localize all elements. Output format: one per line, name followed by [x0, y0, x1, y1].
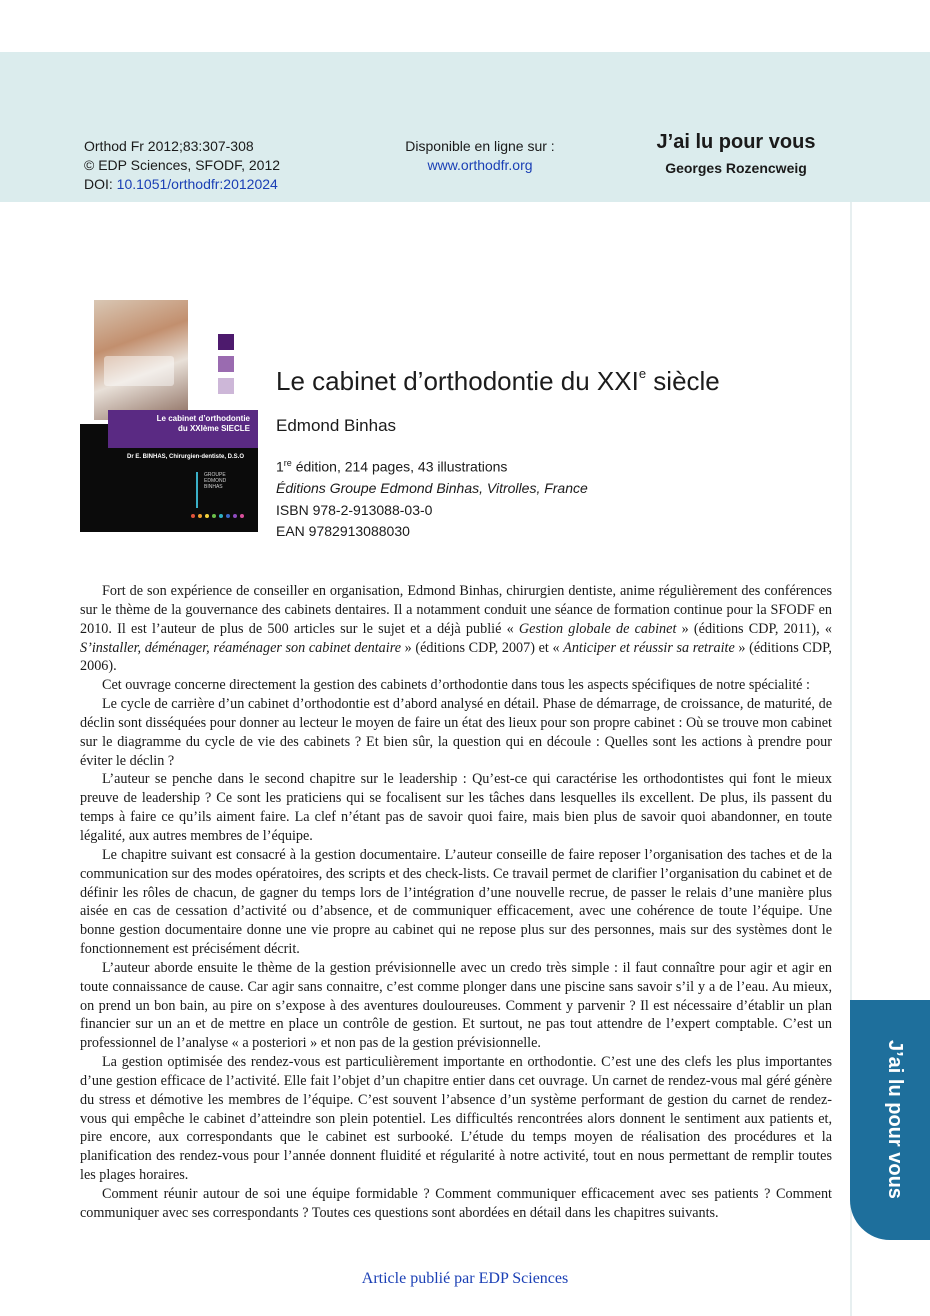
- edition-sup: re: [283, 458, 292, 468]
- rubric-block: [636, 131, 836, 176]
- cover-title-line: du XXIème SIECLE: [177, 424, 250, 433]
- paragraph: Fort de son expérience de conseiller en organisation, Edmond Binhas, chirurgien dentiste, anime régulièrement des conférences sur le thème de la gouvernance des cabinets dentaires. Il a notamment conduit une séance de formation continue pour la SFODF en 2010. Il est l’auteur de plus de 500 articles sur le sujet et a déjà publié « Gestion globale de cabinet » (éditions CDP, 2011), « S’installer, déménager, réaménager son cabinet dentaire » (éditions CDP, 2007) et « Anticiper et réussir sa retraite » (éditions CDP, 2006).: [80, 583, 833, 675]
- paragraph: Le cycle de carrière d’un cabinet d’orthodontie est d’abord analysé en détail. Phase de démarrage, de croissance, de maturité, de déclin sont disséquées pour donner au lecteur le moyen de faire un état des lieux pour son propre cabinet : Où se trouve mon cabinet sur le diagramme du cycle de vie des cabinets ? Et bien sûr, la question qui en découle : Quelles sont les actions à prendre pour éviter le déclin ?: [80, 696, 832, 769]
- book-title: [276, 366, 720, 397]
- book-title-sup: e: [638, 366, 647, 381]
- cover-color-dots: [191, 514, 244, 518]
- journal-url-link[interactable]: www.orthodfr.org: [427, 157, 533, 173]
- doi-line: [84, 175, 280, 194]
- edition-line: [276, 453, 588, 478]
- paragraph: L’auteur aborde ensuite le thème de la gestion prévisionnelle avec un credo très simple : il faut connaître pour agir et agir en toute connaissance de cause. Car agir sans connaitre, c’est comme plonger dans une piscine sans savoir s’il y a de l’eau. Au mieux, on prend un bon bain, au pire on s’expose à des aventures douloureuses. Comment y parvenir ? Il est nécessaire d’établir un plan financier sur un an et de mettre en place un contrôle de gestion. Et surtout, ne pas tout attendre de l’expert comptable. C’est un professionnel de l’analyse « a posteriori » et non pas de la gestion prévisionnelle.: [80, 959, 832, 1052]
- publisher-line: Éditions Groupe Edmond Binhas, Vitrolles, France: [276, 480, 588, 497]
- book-title-end: siècle: [646, 366, 720, 396]
- cover-square-mid: [218, 356, 234, 372]
- journal-citation: Orthod Fr 2012;83:307-308: [84, 138, 254, 154]
- logo-line: BINHAS: [204, 484, 223, 490]
- review-body: [80, 582, 832, 1223]
- paragraph: L’auteur se penche dans le second chapitre sur le leadership : Qu’est-ce qui caractérise les orthodontistes qui font le mieux preuve de leadership ? Ce sont les praticiens qui se focalisent sur les tâches dans lesquelles ils excellent. De plus, ils passent du temps à faire ce qu’ils aiment faire. La clef n’étant pas de savoir quoi faire, mais bien plus de savoir quoi abandonner, en toute légalité, aux autres membres de l’équipe.: [80, 771, 832, 844]
- side-tab-label: J’ai lu pour vous: [884, 1040, 906, 1199]
- doi-link[interactable]: 10.1051/orthodfr:2012024: [116, 176, 278, 192]
- cover-title-line: Le cabinet d’orthodontie: [156, 414, 250, 423]
- cover-square-light: [218, 378, 234, 394]
- rubric-title: J’ai lu pour vous: [656, 131, 816, 153]
- paragraph: Comment réunir autour de soi une équipe formidable ? Comment communiquer efficacement avec ses patients ? Comment communiquer avec ses correspondants ? Toutes ces questions sont abordées en détail dans les chapitres suivants.: [80, 1186, 832, 1221]
- section-side-tab: [850, 1000, 930, 1240]
- cover-square-dark: [218, 334, 234, 350]
- logo-line: EDMOND: [204, 478, 227, 484]
- reviewer-name: Georges Rozencweig: [665, 160, 807, 176]
- cover-photo: [94, 300, 188, 420]
- doi-label: DOI:: [84, 176, 117, 192]
- publisher-footer[interactable]: Article publié par EDP Sciences: [361, 1270, 569, 1287]
- paragraph: Cet ouvrage concerne directement la gestion des cabinets d’orthodontie dans tous les aspects spécifiques de notre spécialité :: [102, 677, 810, 694]
- isbn-line: ISBN 978-2-913088-03-0: [276, 501, 433, 518]
- logo-line: GROUPE: [204, 472, 226, 478]
- book-author: Edmond Binhas: [276, 416, 397, 435]
- journal-citation-block: [84, 137, 280, 194]
- edition-details: édition, 214 pages, 43 illustrations: [291, 458, 508, 475]
- copyright-line: © EDP Sciences, SFODF, 2012: [84, 157, 281, 173]
- paragraph: La gestion optimisée des rendez-vous est particulièrement importante en orthodontie. C’est une des clefs les plus importantes d’une gestion efficace de l’activité. Elle fait l’objet d’un chapitre entier dans cet ouvrage. Un carnet de rendez-vous mal géré génère du stress et démotive les membres de l’équipe. C’est souvent l’absence d’un système performant de gestion du carnet de rendez-vous qui empêche le cabinet d’atteindre son plein potentiel. Les difficultés rencontrées alors donnent le sentiment aux patients et, pire encore, aux correspondants que le cabinet est surbooké. L’étude du temps moyen de réalisation des procédures et la planification des rendez-vous pour l’année donnent fluidité et régularité à notre activité, tout en nous permettant de remplir toutes les plages horaires.: [80, 1054, 832, 1184]
- online-availability: [380, 137, 580, 175]
- cover-credit: Dr E. BINHAS, Chirurgien-dentiste, D.S.O: [126, 454, 244, 460]
- ean-line: EAN 9782913088030: [276, 523, 410, 540]
- book-title-main: Le cabinet d’orthodontie du XXI: [276, 366, 639, 396]
- book-metadata: [276, 453, 588, 543]
- cover-title-bar: [108, 410, 258, 448]
- online-label: Disponible en ligne sur :: [405, 138, 555, 154]
- cover-publisher-logo: [196, 472, 242, 508]
- paragraph: Le chapitre suivant est consacré à la gestion documentaire. L’auteur conseille de faire reposer l’organisation des taches et de la communication sur des modes opératoires, des scripts et des check-lists. Ce travail permet de clarifier l’organisation du cabinet et de définir les rôles de chacun, de gagner du temps lors de l’intégration d’une nouvelle recrue, de passer le relais d’une manière plus aisée en cas de cessation d’activité ou d’absence, et de communiquer efficacement, avec une cohérence de toute l’équipe. Une bonne gestion documentaire donne une vie propre au cabinet qui ne repose plus sur des personnes, mais sur des systèmes dont le fonctionnement est précisément décrit.: [80, 846, 832, 958]
- book-cover: [80, 282, 258, 532]
- edition-number: 1: [276, 458, 284, 475]
